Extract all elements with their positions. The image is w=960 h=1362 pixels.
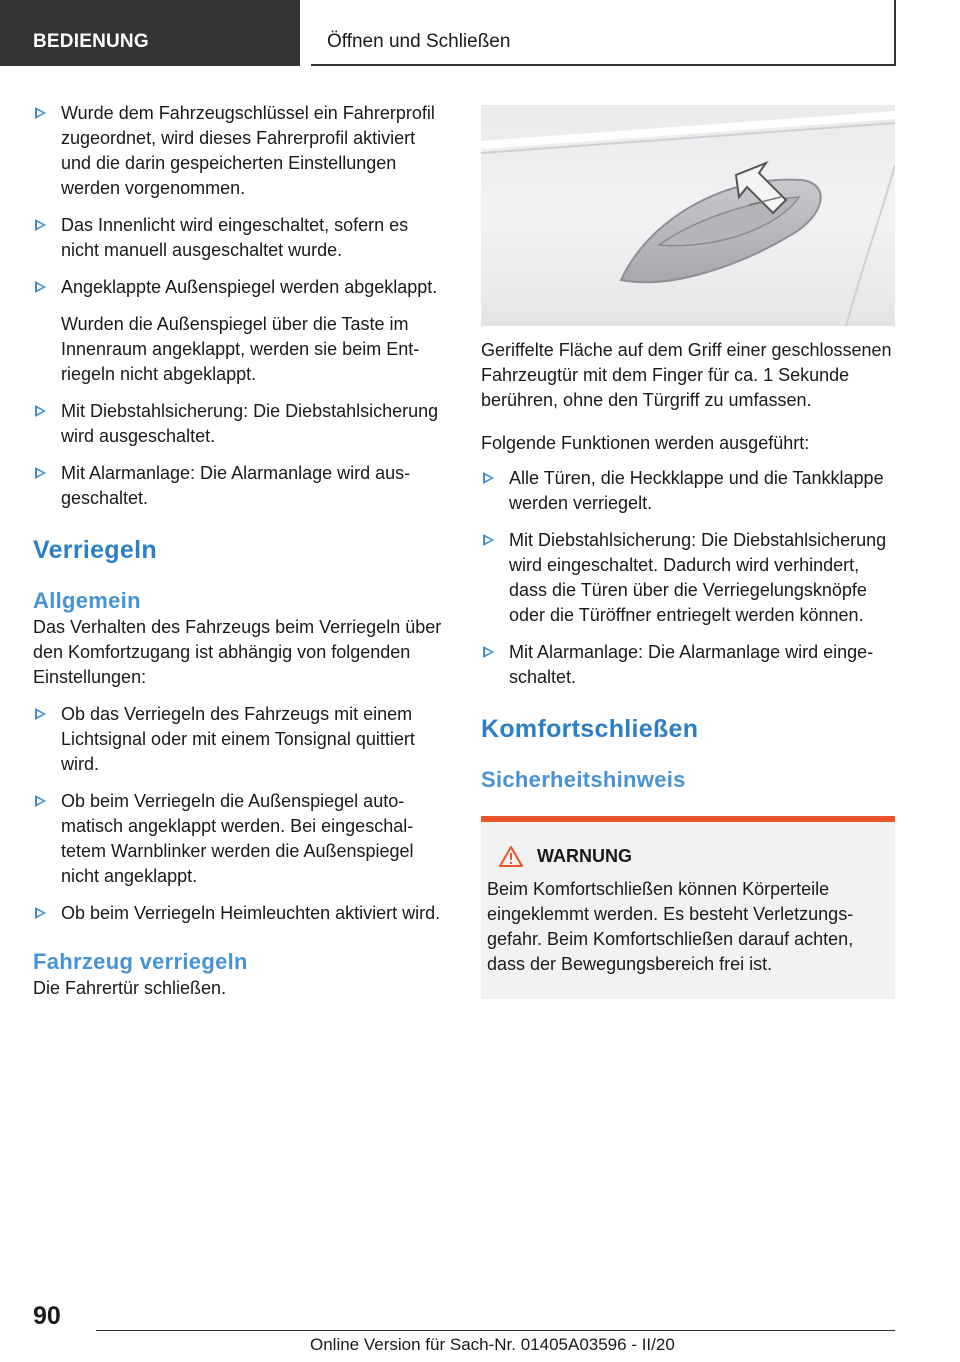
heading-verriegeln: Verriegeln [33,536,157,564]
triangle-bullet-icon [35,281,46,293]
fahrzeug-paragraph: Die Fahrertür schließen. [33,978,227,998]
triangle-bullet-icon [35,795,46,807]
triangle-bullet-icon [35,907,46,919]
chapter-tab [311,0,896,66]
chapter-title: Öffnen und Schließen [327,31,511,52]
list-item: Mit Alarmanlage: Die Alarmanlage wird ausgeschaltet. [33,461,448,511]
left-column [33,101,448,1013]
list-item: Ob beim Verriegeln Heimleuchten aktiviert wird. [33,901,448,926]
image-caption: Geriffelte Fläche auf dem Griff einer geschlossenen Fahrzeugtür mit dem Finger für ca. 1 Sekunde berühren, ohne den Türgriff zu umfassen. [481,340,892,410]
list-item: Alle Türen, die Heckklappe und die Tankklappe werden verriegelt. [481,466,895,516]
footer-online-version: Online Version für Sach-Nr. 01405A03596 - II/20 [310,1335,675,1354]
heading-sicherheitshinweis: Sicherheitshinweis [481,767,686,792]
functions-intro: Folgende Funktionen werden ausgeführt: [481,433,810,453]
allgemein-paragraph: Das Verhalten des Fahrzeugs beim Verriegeln über den Komfortzugang ist abhängig von folgenden Einstellungen: [33,617,442,687]
list-item: Das Innenlicht wird eingeschaltet, sofern es nicht manuell ausgeschaltet wurde. [33,213,448,263]
warning-text: Beim Komfortschließen können Körperteile eingeklemmt werden. Es besteht Verletzungsgefahr. Beim Komfortschließen darauf achten, dass der Bewegungsbereich frei ist. [487,879,854,974]
triangle-bullet-icon [483,472,494,484]
triangle-bullet-icon [483,646,494,658]
triangle-bullet-icon [35,107,46,119]
list-item: Mit Alarmanlage: Die Alarmanlage wird eingeschaltet. [481,640,895,690]
warning-box [481,816,895,999]
triangle-bullet-icon [35,405,46,417]
triangle-bullet-icon [483,534,494,546]
triangle-bullet-icon [35,219,46,231]
right-column [481,338,895,999]
list-item: Angeklappte Außenspiegel werden abgeklappt. Wurden die Außenspiegel über die Taste im Innenraum angeklappt, werden sie beim Entriegeln nicht abgeklappt. [33,275,448,387]
lock-settings-list [33,702,448,926]
warning-title: WARNUNG [537,846,632,866]
heading-fahrzeug-verriegeln: Fahrzeug verriegeln [33,949,248,974]
page-number: 90 [33,1302,61,1330]
triangle-bullet-icon [35,708,46,720]
unlock-functions-list [33,101,448,511]
list-item: Mit Diebstahlsicherung: Die Diebstahlsicherung wird eingeschaltet. Dadurch wird verhindert, dass die Türen über die Verriegelungsknöpfe oder die Türöffner entriegelt werden können. [481,528,895,628]
door-handle-illustration [481,105,895,326]
list-item: Mit Diebstahlsicherung: Die Diebstahlsicherung wird ausgeschaltet. [33,399,448,449]
footer-divider [96,1330,895,1331]
lock-functions-list [481,466,895,690]
triangle-bullet-icon [35,467,46,479]
list-item: Ob beim Verriegeln die Außenspiegel automatisch angeklappt werden. Bei eingeschaltetem Warnblinker werden die Außenspiegel nicht angeklappt. [33,789,448,889]
section-tab [0,0,300,66]
heading-komfortschliessen: Komfortschließen [481,715,699,743]
warning-triangle-icon [499,846,523,867]
section-label: BEDIENUNG [33,31,149,52]
heading-allgemein: Allgemein [33,588,141,613]
list-item: Ob das Verriegeln des Fahrzeugs mit einem Lichtsignal oder mit einem Tonsignal quittiert wird. [33,702,448,777]
list-sub-paragraph: Wurden die Außenspiegel über die Taste im Innenraum angeklappt, werden sie beim Entriegeln nicht abgeklappt. [61,314,420,384]
list-item: Wurde dem Fahrzeugschlüssel ein Fahrerprofil zugeordnet, wird dieses Fahrerprofil aktiviert und die darin gespeicherten Einstellungen werden vorgenommen. [33,101,448,201]
